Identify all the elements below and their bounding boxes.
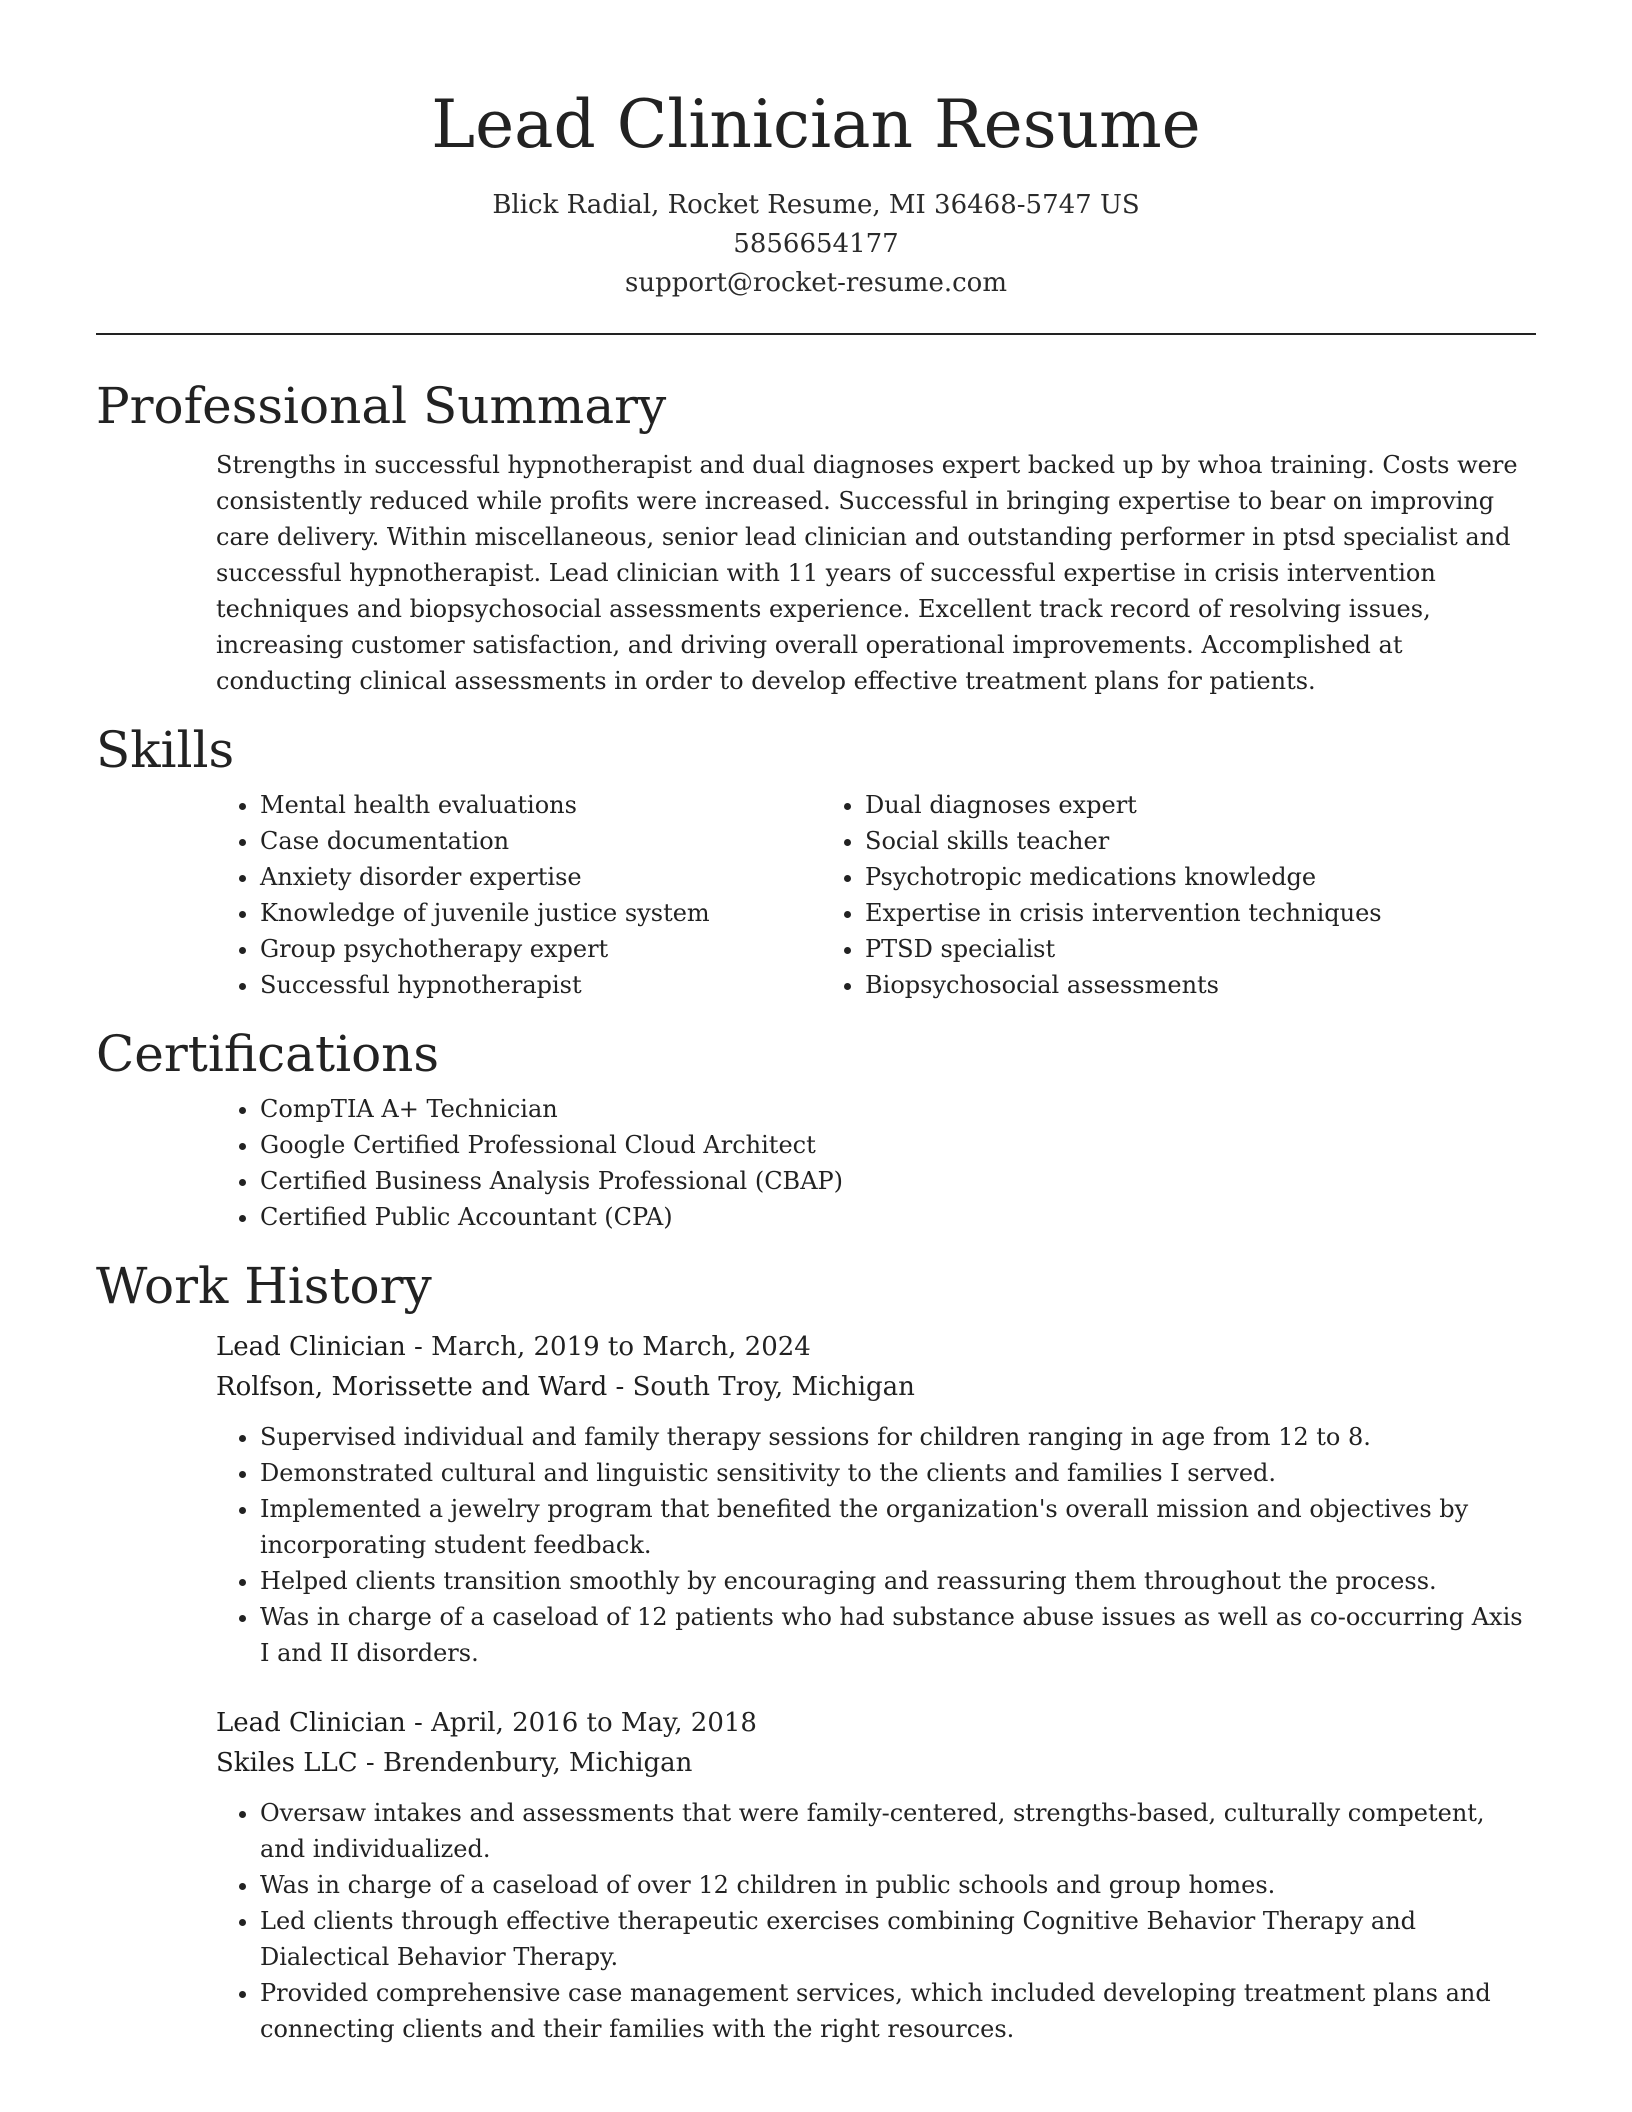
resume-title: Lead Clinician Resume [431, 86, 1201, 163]
contact-email: support@rocket-resume.com [624, 268, 1007, 298]
job-title-line: Lead Clinician - April, 2016 to May, 2018 [216, 1708, 757, 1738]
job-dates: April, 2016 to May, 2018 [431, 1708, 757, 1738]
skills-grid [216, 787, 1536, 1003]
job-location: South Troy, Michigan [632, 1372, 915, 1402]
job-location: Brendenbury, Michigan [382, 1748, 693, 1778]
job-company: Rolfson, Morissette and Ward [216, 1372, 608, 1402]
job-bullet: • Was in charge of a caseload of over 12 children in public schools and group homes. [260, 1867, 1536, 1903]
contact-block [96, 186, 1536, 303]
job-title: Lead Clinician [216, 1332, 406, 1362]
skill-item: • Biopsychosocial assessments [865, 967, 1382, 1003]
skills-heading: Skills [96, 721, 235, 779]
summary-text: Strengths in successful hypnotherapist and dual diagnoses expert backed up by whoa training. Costs were consistently reduced while profits were increased. Successful in bringing expertise to bear on improving care delivery. Within miscellaneous, senior lead clinician and outstanding performer in ptsd specialist and successful hypnotherapist. Lead clinician with 11 years of successful expertise in crisis intervention techniques and biopsychosocial assessments experience. Excellent track record of resolving issues, increasing customer satisfaction, and driving overall operational improvements. Accomplished at conducting clinical assessments in order to develop effective treatment plans for patients. [216, 451, 1518, 695]
job-entry [216, 1327, 1536, 1671]
job-title-line: Lead Clinician - March, 2019 to March, 2024 [216, 1332, 811, 1362]
job-dates: March, 2019 to March, 2024 [431, 1332, 811, 1362]
certifications-heading: Certifications [96, 1025, 440, 1083]
job-bullet: • Led clients through effective therapeutic exercises combining Cognitive Behavior Therapy and Dialectical Behavior Therapy. [260, 1903, 1536, 1975]
skill-item: • Anxiety disorder expertise [260, 859, 821, 895]
job-bullet: • Helped clients transition smoothly by encouraging and reassuring them throughout the process. [260, 1563, 1536, 1599]
certification-item: • Certified Business Analysis Professional (CBAP) [260, 1163, 1536, 1199]
certification-item: • Certified Public Accountant (CPA) [260, 1199, 1536, 1235]
job-bullets [216, 1419, 1536, 1671]
job-bullet: • Supervised individual and family therapy sessions for children ranging in age from 12 to 8. [260, 1419, 1536, 1455]
certification-item: • Google Certified Professional Cloud Architect [260, 1127, 1536, 1163]
skill-item: • Mental health evaluations [260, 787, 821, 823]
skills-list-right [821, 787, 1382, 1003]
skill-item: • Social skills teacher [865, 823, 1382, 859]
skill-item: • PTSD specialist [865, 931, 1382, 967]
job-bullet: • Implemented a jewelry program that benefited the organization's overall mission and objectives by incorporating student feedback. [260, 1491, 1536, 1563]
skill-item: • Dual diagnoses expert [865, 787, 1382, 823]
certification-item: • CompTIA A+ Technician [260, 1091, 1536, 1127]
work-history-heading: Work History [96, 1257, 432, 1315]
job-bullet: • Provided comprehensive case management services, which included developing treatment plans and connecting clients and their families with the right resources. [260, 1975, 1536, 2047]
job-bullets [216, 1795, 1536, 2047]
skill-item: • Psychotropic medications knowledge [865, 859, 1382, 895]
job-company-line: Skiles LLC - Brendenbury, Michigan [216, 1748, 693, 1778]
job-company: Skiles LLC [216, 1748, 358, 1778]
skill-item: • Knowledge of juvenile justice system [260, 895, 821, 931]
skills-section [96, 719, 1536, 1003]
contact-phone: 5856654177 [733, 229, 899, 259]
header-divider [96, 333, 1536, 335]
skill-item: • Expertise in crisis intervention techniques [865, 895, 1382, 931]
summary-section [96, 375, 1536, 699]
skills-list-left [216, 787, 821, 1003]
job-company-line: Rolfson, Morissette and Ward - South Troy, Michigan [216, 1372, 915, 1402]
job-bullet: • Demonstrated cultural and linguistic sensitivity to the clients and families I served. [260, 1455, 1536, 1491]
contact-address: Blick Radial, Rocket Resume, MI 36468-5747 US [492, 190, 1140, 220]
certifications-list [216, 1091, 1536, 1235]
certifications-section [96, 1023, 1536, 1235]
job-bullet: • Was in charge of a caseload of 12 patients who had substance abuse issues as well as co-occurring Axis I and II disorders. [260, 1599, 1536, 1671]
skill-item: • Group psychotherapy expert [260, 931, 821, 967]
skill-item: • Case documentation [260, 823, 821, 859]
summary-heading: Professional Summary [96, 377, 667, 435]
job-bullet: • Oversaw intakes and assessments that were family-centered, strengths-based, culturally competent, and individualized. [260, 1795, 1536, 1867]
job-title: Lead Clinician [216, 1708, 406, 1738]
job-entry [216, 1703, 1536, 2047]
work-history-section [96, 1255, 1536, 2047]
skill-item: • Successful hypnotherapist [260, 967, 821, 1003]
